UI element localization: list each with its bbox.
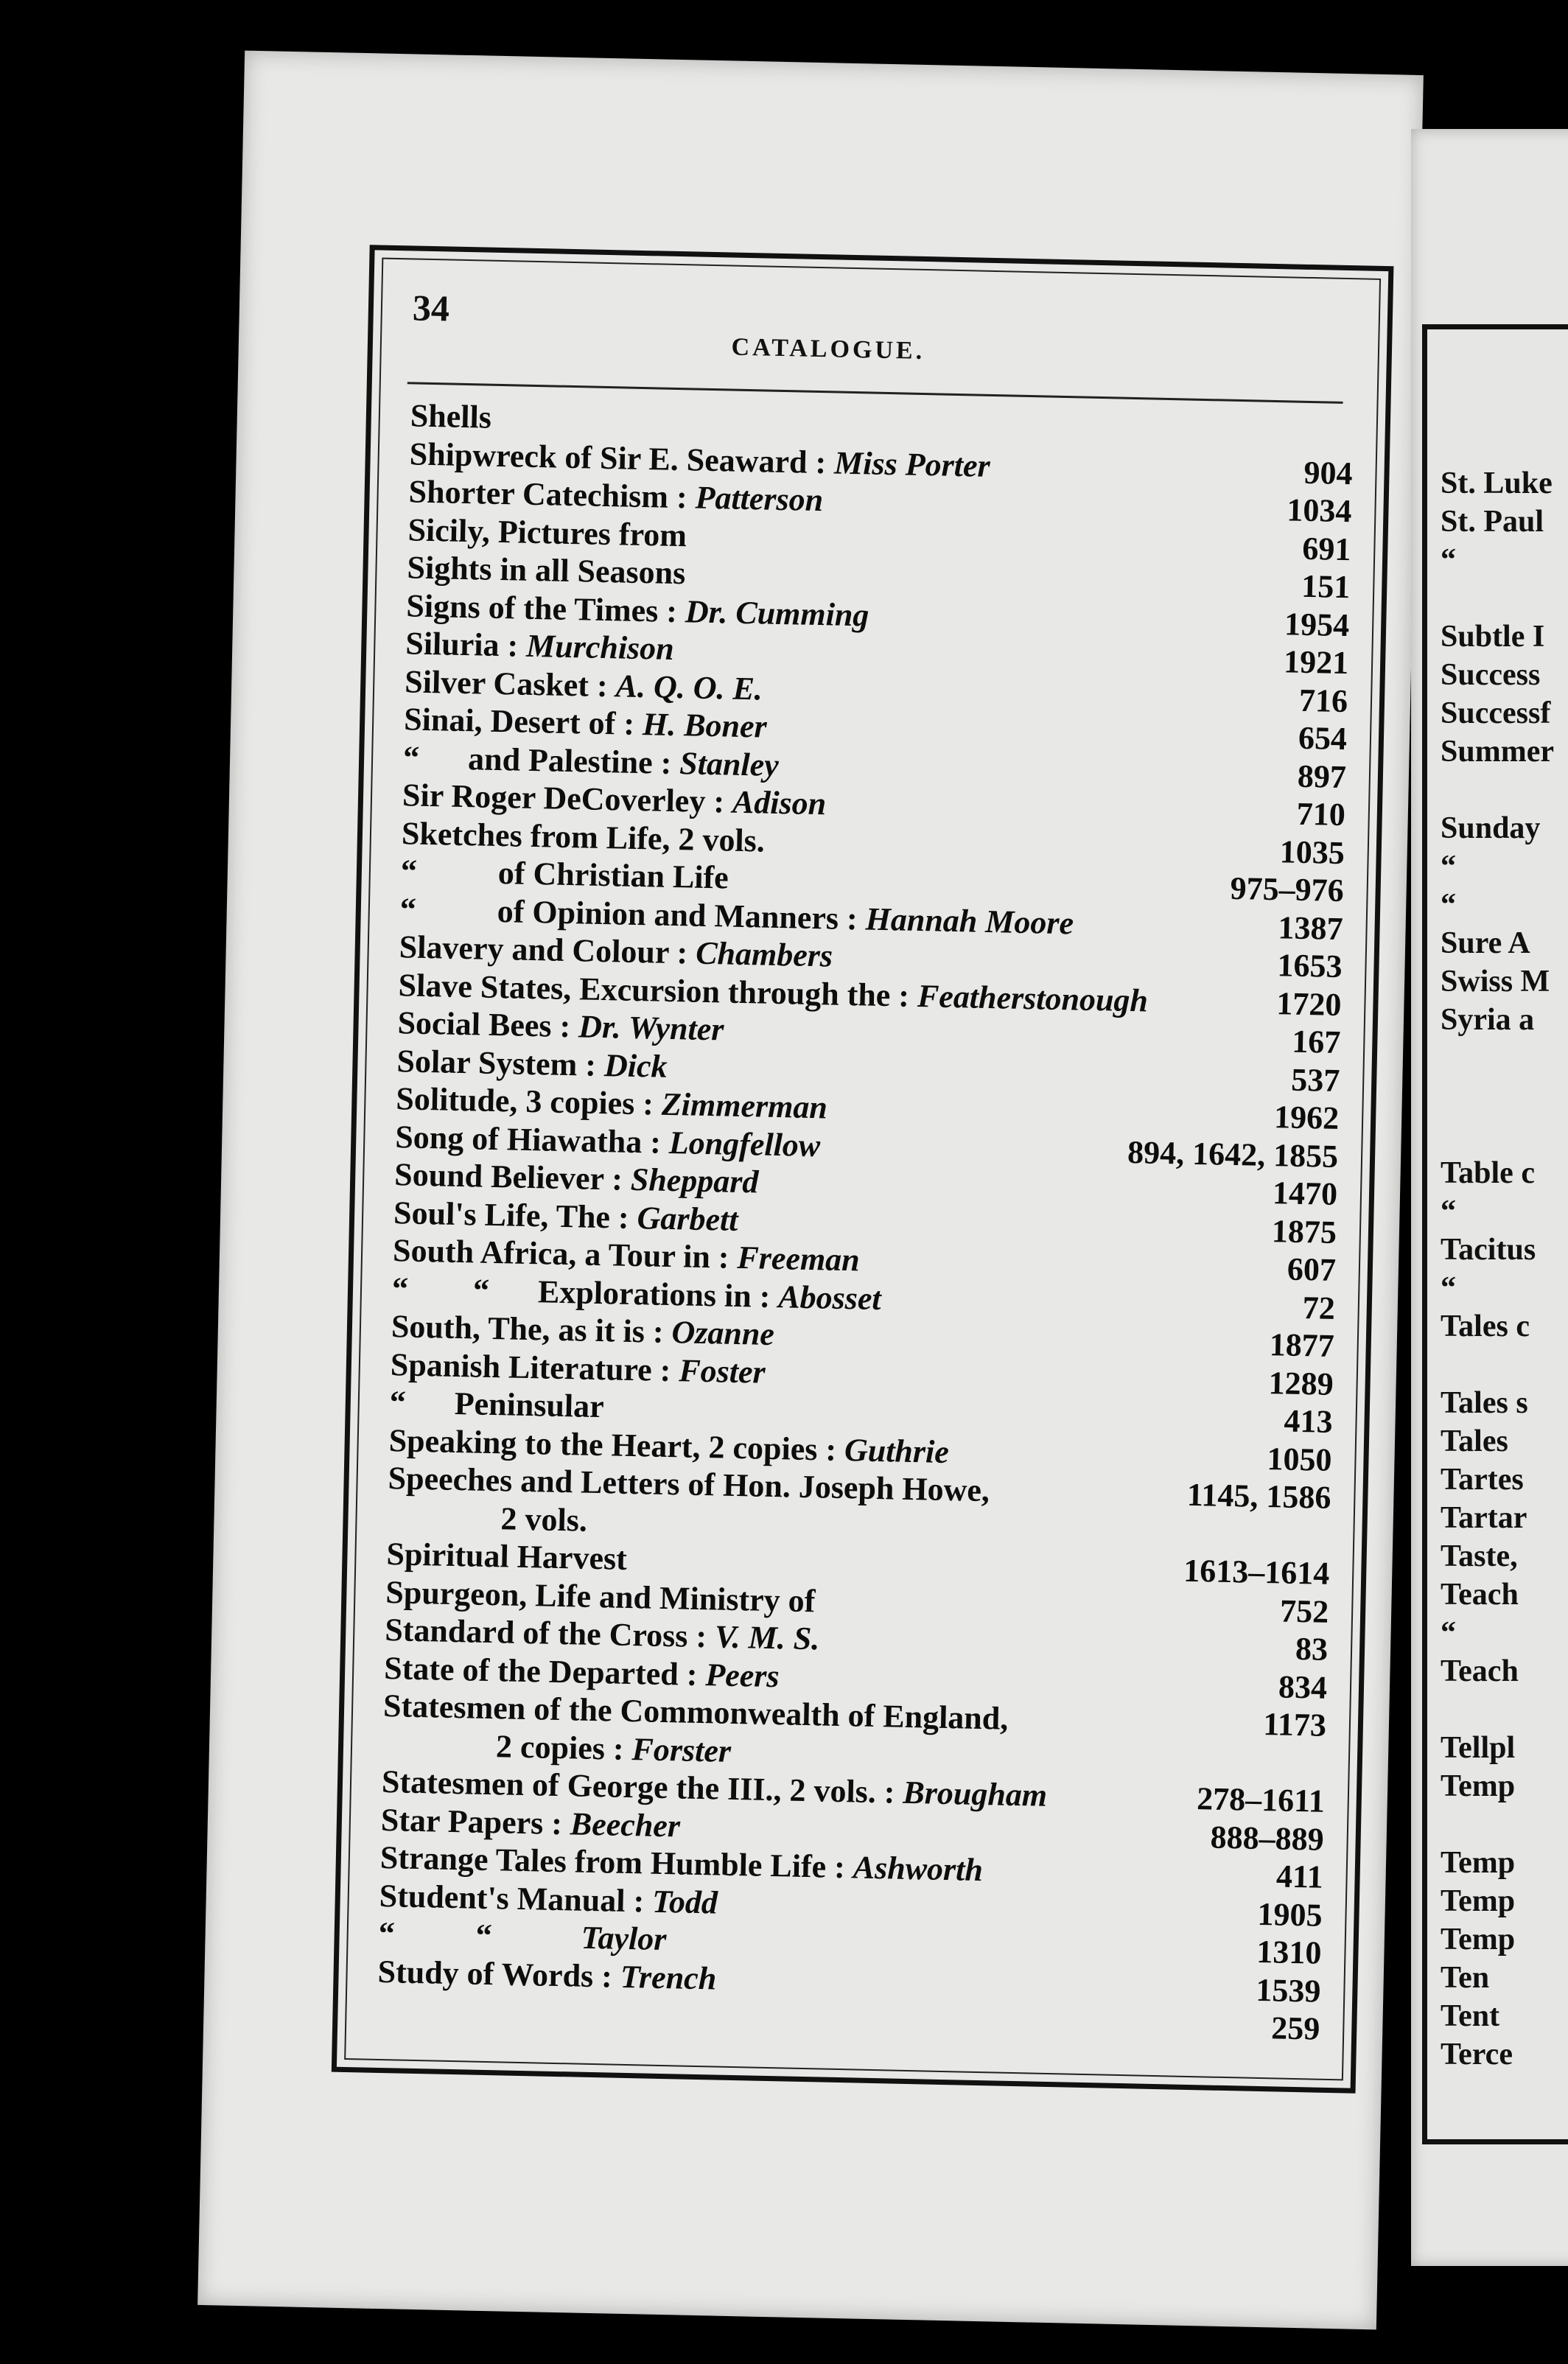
entry-number: 1310: [1256, 1933, 1322, 1971]
left-page: [197, 51, 1424, 2330]
entry-number: 1034: [1286, 492, 1352, 530]
right-page-line: “: [1441, 888, 1456, 922]
entry-number: 752: [1279, 1592, 1329, 1630]
entry-author: Abosset: [777, 1278, 882, 1317]
entry-title-text: Spiritual Harvest: [386, 1536, 628, 1577]
entry-author: [499, 399, 500, 436]
entry-title-text: Speaking to the Heart, 2 copies :: [388, 1421, 837, 1468]
entry-number: 904: [1303, 454, 1354, 492]
entry-author: Freeman: [736, 1239, 861, 1279]
entry-number: 691: [1301, 530, 1351, 567]
entry-author: Taylor: [581, 1919, 667, 1958]
entry-title-text: “ of Opinion and Manners :: [399, 890, 858, 937]
right-page-line: Temp: [1441, 1769, 1516, 1803]
entry-title: [380, 1800, 680, 1844]
entry-author: Foster: [678, 1351, 766, 1391]
entry-author: Ozanne: [671, 1314, 775, 1353]
entry-author: Murchison: [525, 627, 675, 667]
entry-author: Stanley: [679, 744, 780, 783]
right-page-line: [1441, 1690, 1554, 1729]
right-page-line: Tartes: [1441, 1463, 1524, 1497]
entry-number: 411: [1275, 1858, 1324, 1895]
entry-author: [694, 517, 695, 553]
right-page-line: Taste,: [1441, 1539, 1518, 1573]
entry-number: 897: [1297, 758, 1347, 795]
entry-number: 1470: [1272, 1175, 1338, 1212]
page-number: 34: [412, 287, 450, 329]
entry-title: [386, 1535, 635, 1578]
entry-title-text: Sketches from Life, 2 vols.: [401, 814, 766, 859]
entry-title-text: Sir Roger DeCoverley :: [402, 777, 725, 820]
entry-title-text: Student's Manual :: [379, 1877, 645, 1919]
entry-title-text: Slave States, Excursion through the :: [398, 966, 910, 1014]
right-page-line: Tacitus: [1441, 1233, 1536, 1267]
running-head: CATALOGUE.: [731, 333, 925, 365]
entry-number: 975–976: [1230, 870, 1345, 909]
entry-number: 1653: [1277, 947, 1343, 985]
right-page-line: Swiss M: [1441, 965, 1550, 999]
entry-author: V. M. S.: [714, 1618, 820, 1657]
right-page-line: Tales s: [1441, 1386, 1528, 1420]
entry-number: 1050: [1266, 1440, 1333, 1478]
entry-title-text: Solar System :: [396, 1042, 597, 1083]
entry-author: Dick: [603, 1046, 668, 1085]
right-page-line: Teach: [1441, 1578, 1519, 1612]
right-page-line: [1441, 579, 1554, 618]
entry-author: Ashworth: [853, 1849, 984, 1889]
entry-number: 654: [1298, 719, 1348, 758]
entry-title-text: “ “ Explorations in :: [391, 1270, 771, 1315]
entry-author: Miss Porter: [833, 444, 991, 484]
entry-title-text: Sicily, Pictures from: [407, 511, 687, 553]
entry-number: 1289: [1268, 1364, 1334, 1402]
entry-number: 1720: [1275, 985, 1342, 1023]
entry-number: 894, 1642, 1855: [1127, 1133, 1339, 1175]
entry-title-text: State of the Departed :: [383, 1649, 698, 1693]
entry-title-text: Shorter Catechism :: [408, 473, 688, 516]
right-page-line: “: [1441, 543, 1456, 577]
entry-title-text: Soul's Life, The :: [393, 1194, 630, 1236]
entry-number: 278–1611: [1196, 1780, 1326, 1819]
right-page-line: [1441, 1805, 1554, 1844]
entry-title: [407, 511, 695, 555]
entry-title: [397, 1004, 724, 1049]
entry-number: 834: [1278, 1668, 1328, 1706]
entry-title-text: Sound Believer :: [393, 1156, 623, 1197]
entry-number: 1539: [1255, 1971, 1321, 2010]
right-page-line: St. Paul: [1441, 505, 1544, 539]
right-page-line: Teach: [1441, 1654, 1519, 1688]
entry-number: 1954: [1284, 605, 1350, 643]
entry-author: Featherstonough: [917, 977, 1149, 1019]
entry-author: Brougham: [902, 1774, 1048, 1814]
entry-number: 1921: [1283, 643, 1349, 682]
entry-number: 1145, 1586: [1186, 1476, 1331, 1516]
entry-author: Peers: [704, 1656, 780, 1694]
entry-title-text: Study of Words :: [377, 1953, 613, 1995]
entry-author: Longfellow: [668, 1124, 821, 1164]
entry-author: Garbett: [637, 1199, 739, 1238]
entry-author: [772, 822, 773, 858]
entry-title-text: Shells: [410, 397, 492, 436]
entry-title: [377, 1990, 385, 2029]
entry-number: 1387: [1278, 909, 1344, 947]
right-page-line: Ten: [1441, 1961, 1490, 1995]
entry-title-text: 2 copies :: [382, 1725, 625, 1767]
entry-number: 716: [1298, 682, 1348, 719]
entry-title-text: 2 vols.: [387, 1497, 588, 1539]
entry-author: A. Q. O. E.: [615, 667, 763, 707]
right-page-line: Tartar: [1441, 1501, 1527, 1535]
entry-title-text: Slavery and Colour :: [399, 929, 688, 971]
entry-title-text: Statesmen of the Commonwealth of England,: [382, 1688, 1009, 1737]
entry-title: [407, 548, 694, 592]
right-page-line: “: [1441, 1271, 1456, 1305]
right-page-line: “: [1441, 1195, 1456, 1228]
entry-author: [736, 860, 737, 896]
entry-title-text: Signs of the Times :: [405, 587, 678, 629]
entry-author: [823, 1583, 824, 1619]
right-page-line: Successf: [1441, 696, 1551, 730]
entry-title-text: Song of Hiawatha :: [394, 1118, 662, 1161]
right-page-line: Sunday: [1441, 811, 1541, 845]
right-page-entries: [1441, 464, 1554, 2074]
right-page-line: Sure A: [1441, 926, 1530, 960]
right-page-line: Success: [1441, 658, 1541, 692]
entry-number: 1613–1614: [1183, 1552, 1330, 1592]
entry-number: 1173: [1262, 1706, 1327, 1744]
entry-title-text: South Africa, a Tour in :: [392, 1232, 730, 1276]
entry-number: 167: [1291, 1023, 1341, 1061]
right-page-line: Tent: [1441, 1999, 1500, 2033]
entry-title-text: Silver Casket :: [404, 662, 609, 704]
right-page-line: [1441, 1116, 1554, 1154]
entry-author: Chambers: [695, 934, 833, 974]
entry-title: [405, 624, 674, 668]
entry-author: Dr. Cumming: [685, 592, 869, 633]
entry-title-text: Speeches and Letters of Hon. Joseph Howe,: [388, 1460, 990, 1509]
entry-number: 413: [1284, 1402, 1334, 1440]
entry-title: [410, 396, 500, 436]
right-page-line: Temp: [1441, 1846, 1516, 1880]
right-page-line: Terce: [1441, 2038, 1513, 2071]
right-page-line: Temp: [1441, 1923, 1516, 1956]
catalogue-entries: [377, 396, 1354, 2048]
right-page-line: Syria a: [1441, 1003, 1535, 1037]
entry-author: Forster: [631, 1730, 732, 1769]
entry-author: H. Boner: [642, 706, 768, 745]
entry-title-text: Statesmen of George the III., 2 vols. :: [381, 1763, 896, 1811]
entry-author: Trench: [620, 1958, 717, 1997]
entry-author: [634, 1541, 635, 1577]
entry-author: [997, 1472, 998, 1508]
right-page-line: [1441, 771, 1554, 809]
right-page-line: Tales c: [1441, 1309, 1530, 1343]
entry-number: 1875: [1271, 1212, 1337, 1251]
entry-title: [379, 1876, 718, 1921]
entry-title: [400, 852, 737, 897]
entry-title-text: Spanish Literature :: [390, 1346, 671, 1388]
entry-author: Beecher: [570, 1805, 681, 1844]
entry-author: Adison: [732, 783, 827, 822]
right-page-line: “: [1441, 1616, 1456, 1650]
entry-title: [396, 1042, 668, 1085]
entry-title-text: Spurgeon, Life and Ministry of: [385, 1573, 816, 1619]
entry-title-text: “ and Palestine :: [402, 738, 672, 781]
entry-author: Todd: [651, 1883, 718, 1921]
entry-author: [693, 555, 694, 591]
entry-title: [378, 1914, 667, 1959]
right-page-line: [1441, 1077, 1554, 1116]
entry-number: 710: [1296, 795, 1346, 833]
entry-title-text: Sights in all Seasons: [407, 549, 686, 592]
entry-author: Dr. Wynter: [578, 1008, 724, 1048]
entry-number: 607: [1287, 1251, 1337, 1288]
entry-title-text: Standard of the Cross :: [384, 1612, 707, 1655]
right-page-line: “: [1441, 850, 1456, 884]
entry-number: 1905: [1257, 1895, 1323, 1934]
entry-title-text: Social Bees :: [397, 1004, 571, 1045]
entry-title: [389, 1383, 612, 1426]
entry-author: [611, 1388, 612, 1424]
entry-author: Guthrie: [844, 1431, 950, 1470]
entry-title: [387, 1497, 595, 1539]
right-page-line: Tales: [1441, 1424, 1508, 1458]
entry-author: Sheppard: [630, 1161, 759, 1200]
right-page-line: Subtle I: [1441, 620, 1545, 654]
right-page-line: [1441, 1346, 1554, 1384]
right-page-line: Table c: [1441, 1156, 1535, 1190]
entry-number: 83: [1295, 1630, 1329, 1668]
entry-title-text: Siluria :: [405, 625, 519, 664]
entry-number: 537: [1290, 1061, 1340, 1099]
entry-title-text: Sinai, Desert of :: [403, 701, 635, 742]
right-page-line: Temp: [1441, 1884, 1516, 1918]
entry-title-text: Shipwreck of Sir E. Seaward :: [409, 435, 827, 480]
entry-number: 888–889: [1210, 1819, 1325, 1858]
right-page-line: [1441, 1039, 1554, 1077]
entry-title-text: “ Peninsular: [389, 1384, 604, 1425]
entry-author: [1016, 1701, 1017, 1737]
entry-number: 151: [1301, 567, 1351, 606]
entry-title-text: Star Papers :: [380, 1801, 563, 1842]
entry-number: 1035: [1279, 833, 1345, 871]
entry-title-text: “ of Christian Life: [400, 853, 729, 896]
entry-title-text: Solitude, 3 copies :: [395, 1080, 654, 1122]
right-page-line: St. Luke: [1441, 466, 1553, 500]
entry-author: Hannah Moore: [865, 900, 1074, 941]
entry-number: 72: [1302, 1289, 1336, 1326]
entry-title-text: Strange Tales from Humble Life :: [379, 1839, 846, 1886]
entry-number: 1877: [1269, 1326, 1335, 1364]
right-page-line: Summer: [1441, 735, 1554, 769]
entry-author: Zimmerman: [661, 1085, 828, 1126]
entry-author: Patterson: [695, 479, 824, 519]
entry-number: 1962: [1273, 1099, 1340, 1136]
right-page-line: Tellpl: [1441, 1731, 1516, 1765]
entry-number: 259: [1270, 2010, 1320, 2047]
entry-title-text: South, The, as it is :: [391, 1308, 665, 1350]
entry-title-text: “ “: [378, 1914, 574, 1956]
